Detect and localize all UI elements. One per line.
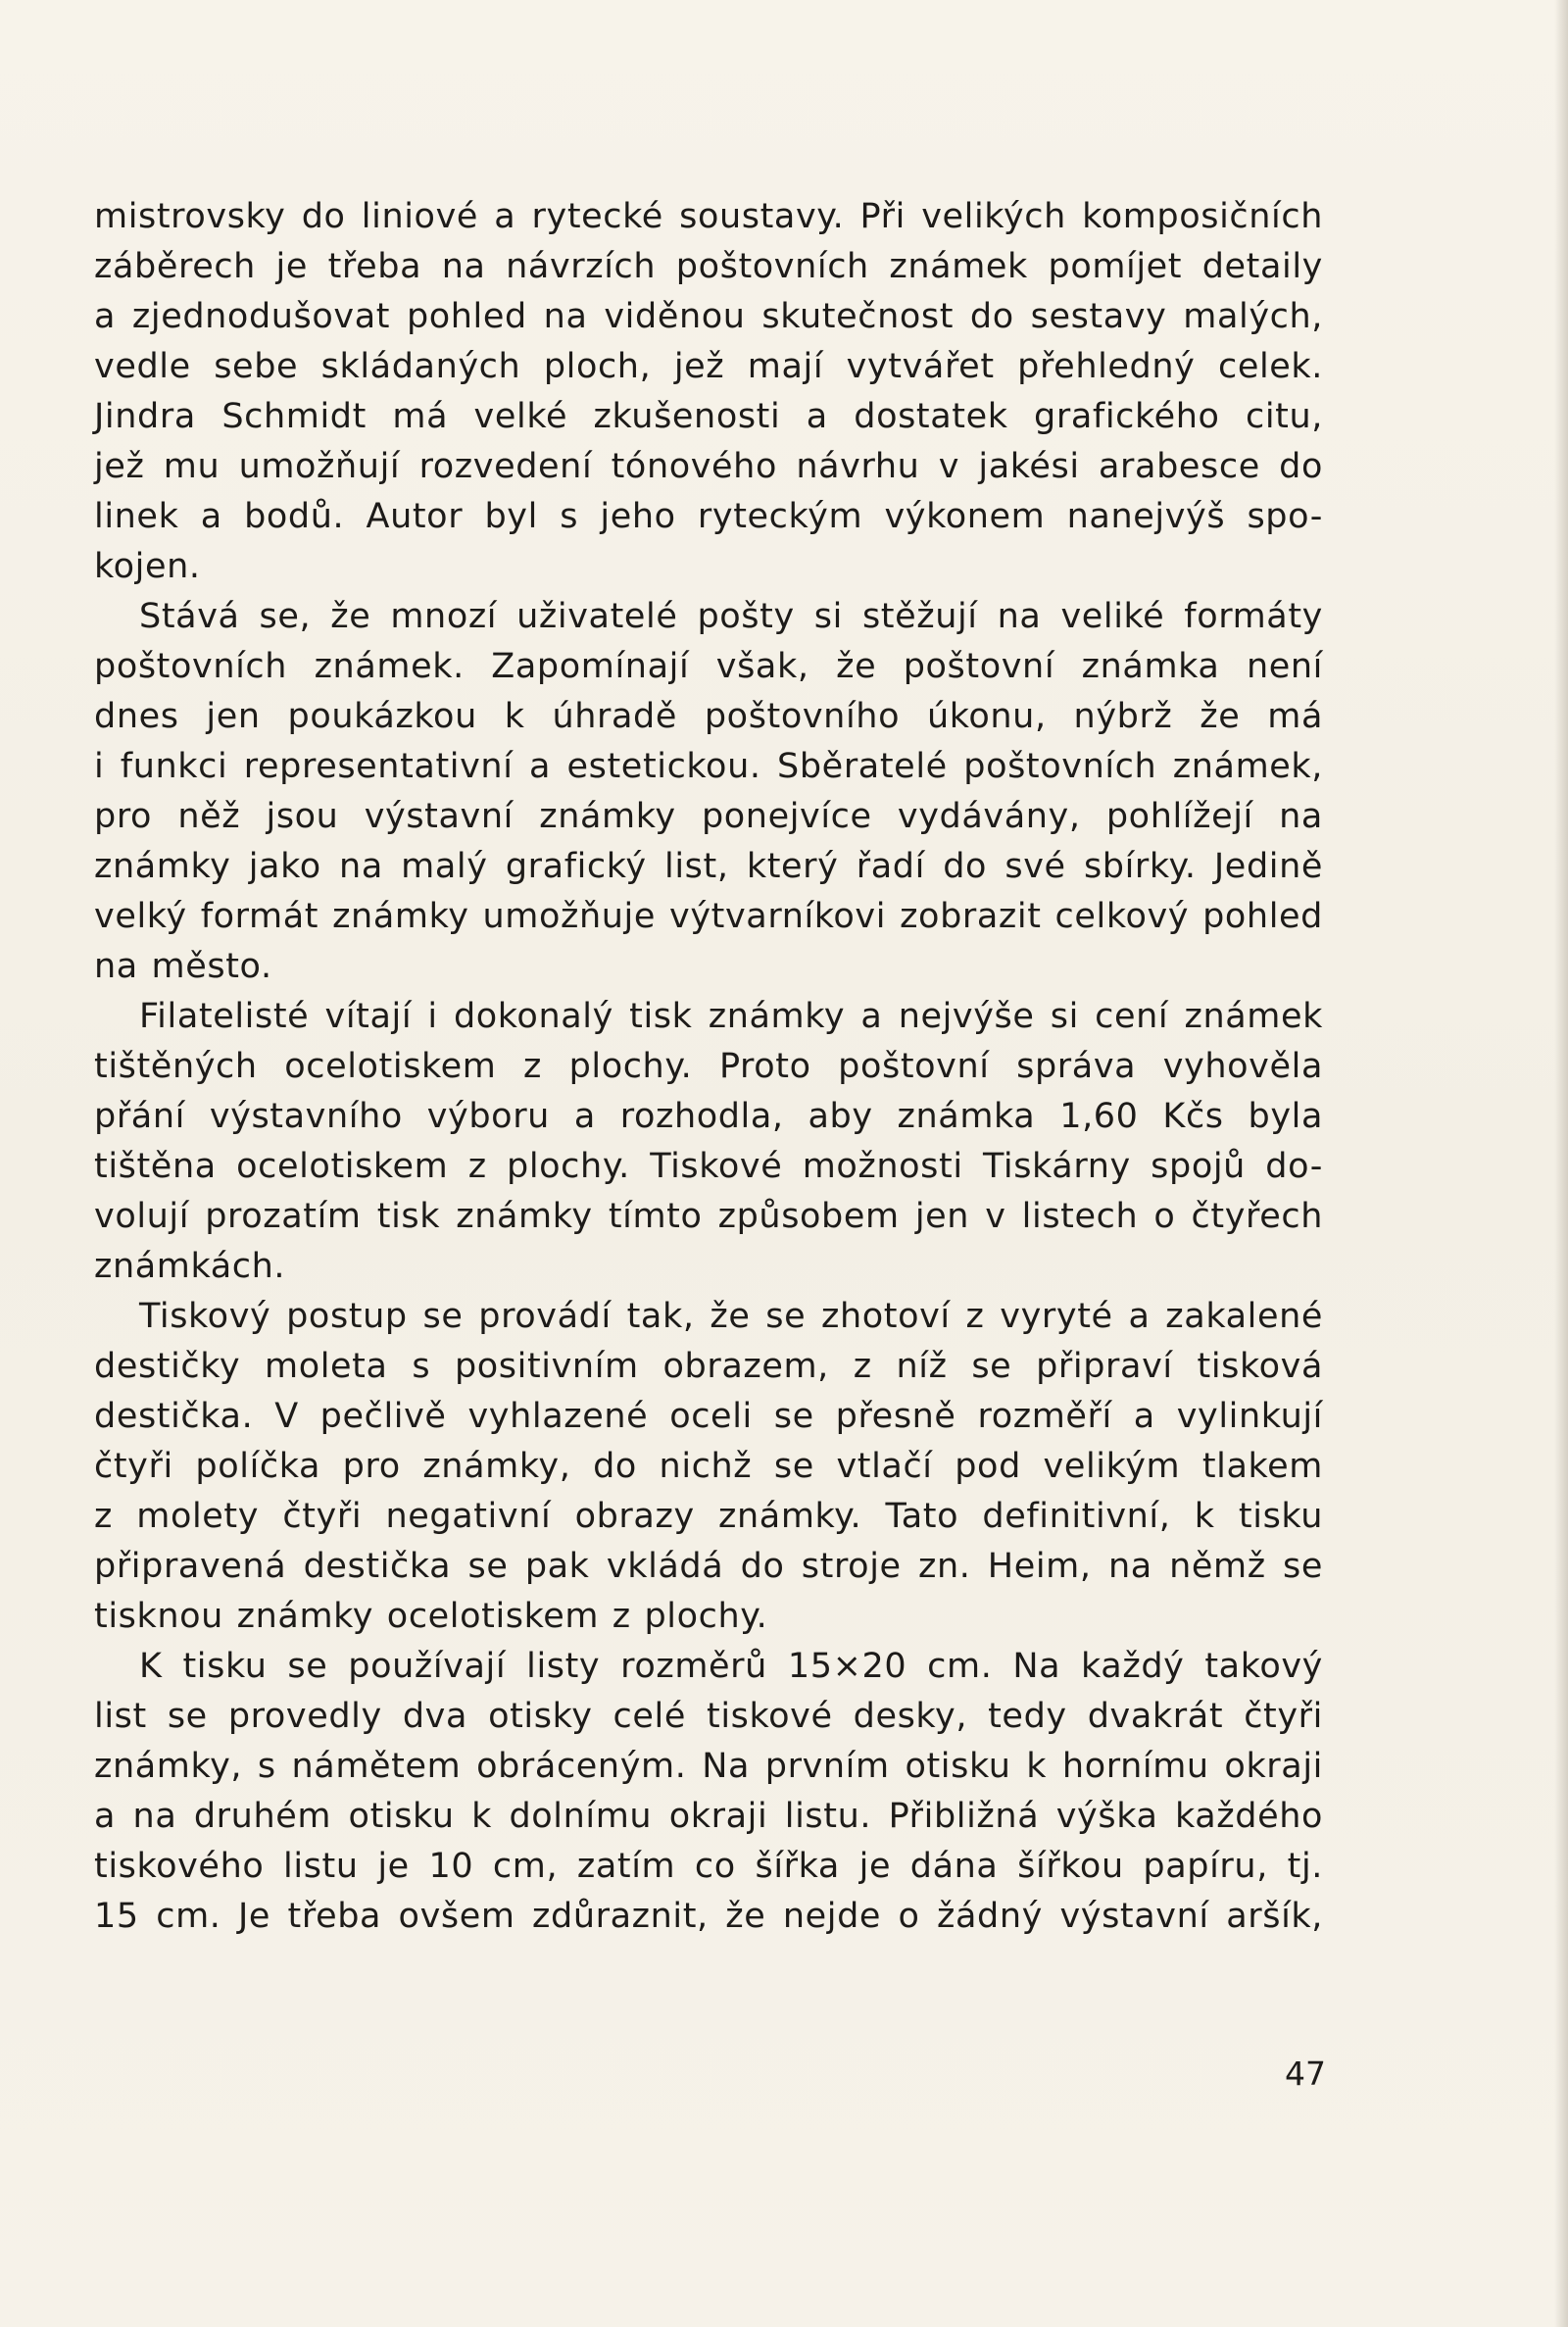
text-line: velký formát známky umožňuje výtvarníkovi zobrazit celkový pohled xyxy=(94,897,1323,936)
text-line: a na druhém otisku k dolnímu okraji listu. Přibližná výška každého xyxy=(94,1797,1323,1836)
text-line: tištěna ocelotiskem z plochy. Tiskové možnosti Tiskárny spojů do- xyxy=(94,1147,1323,1186)
text-line: záběrech je třeba na návrzích poštovních známek pomíjet detaily xyxy=(94,247,1323,286)
text-line: tištěných ocelotiskem z plochy. Proto poštovní správa vyhověla xyxy=(94,1047,1323,1086)
text-line: připravená destička se pak vkládá do stroje zn. Heim, na němž se xyxy=(94,1547,1323,1586)
page-number: 47 xyxy=(1285,2055,1326,2093)
text-line: Jindra Schmidt má velké zkušenosti a dostatek grafického citu, xyxy=(94,397,1323,436)
text-line: tisknou známky ocelotiskem z plochy. xyxy=(94,1597,768,1636)
text-line: destičky moleta s positivním obrazem, z níž se připraví tisková xyxy=(94,1347,1323,1386)
text-line: mistrovsky do liniové a rytecké soustavy. Při velikých komposičních xyxy=(94,197,1323,236)
text-line: Filatelisté vítají i dokonalý tisk známky a nejvýše si cení známek xyxy=(139,997,1323,1036)
page-edge-shadow xyxy=(1554,0,1568,2327)
text-line: Stává se, že mnozí uživatelé pošty si stěžují na veliké formáty xyxy=(139,597,1323,636)
text-line: i funkci representativní a estetickou. Sběratelé poštovních známek, xyxy=(94,747,1323,786)
body-text xyxy=(94,192,1323,1942)
text-line: z molety čtyři negativní obrazy známky. Tato definitivní, k tisku xyxy=(94,1497,1323,1536)
text-line: přání výstavního výboru a rozhodla, aby známka 1,60 Kčs byla xyxy=(94,1097,1323,1136)
text-line: čtyři políčka pro známky, do nichž se vtlačí pod velikým tlakem xyxy=(94,1447,1323,1486)
text-line: kojen. xyxy=(94,547,201,586)
text-line: linek a bodů. Autor byl s jeho ryteckým výkonem nanejvýš spo- xyxy=(94,497,1323,536)
text-line: známkách. xyxy=(94,1247,286,1286)
text-line: tiskového listu je 10 cm, zatím co šířka je dána šířkou papíru, tj. xyxy=(94,1847,1323,1886)
text-line: Tiskový postup se provádí tak, že se zhotoví z vyryté a zakalené xyxy=(139,1297,1323,1336)
text-line: jež mu umožňují rozvedení tónového návrhu v jakési arabesce do xyxy=(94,447,1323,486)
text-line: K tisku se používají listy rozměrů 15×20 cm. Na každý takový xyxy=(139,1647,1323,1686)
text-line: vedle sebe skládaných ploch, jež mají vytvářet přehledný celek. xyxy=(94,347,1323,386)
text-line: volují prozatím tisk známky tímto způsobem jen v listech o čtyřech xyxy=(94,1197,1323,1236)
text-line: a zjednodušovat pohled na viděnou skutečnost do sestavy malých, xyxy=(94,297,1323,336)
text-line: na město. xyxy=(94,947,272,986)
text-line: pro něž jsou výstavní známky ponejvíce vydávány, pohlížejí na xyxy=(94,797,1323,836)
text-line: známky, s námětem obráceným. Na prvním otisku k hornímu okraji xyxy=(94,1747,1323,1786)
text-line: list se provedly dva otisky celé tiskové desky, tedy dvakrát čtyři xyxy=(94,1697,1323,1736)
text-line: destička. V pečlivě vyhlazené oceli se přesně rozměří a vylinkují xyxy=(94,1397,1323,1436)
text-line: poštovních známek. Zapomínají však, že poštovní známka není xyxy=(94,647,1323,686)
text-line: dnes jen poukázkou k úhradě poštovního úkonu, nýbrž že má xyxy=(94,697,1323,736)
text-line: 15 cm. Je třeba ovšem zdůraznit, že nejde o žádný výstavní aršík, xyxy=(94,1897,1323,1936)
text-line: známky jako na malý grafický list, který řadí do své sbírky. Jedině xyxy=(94,847,1323,886)
